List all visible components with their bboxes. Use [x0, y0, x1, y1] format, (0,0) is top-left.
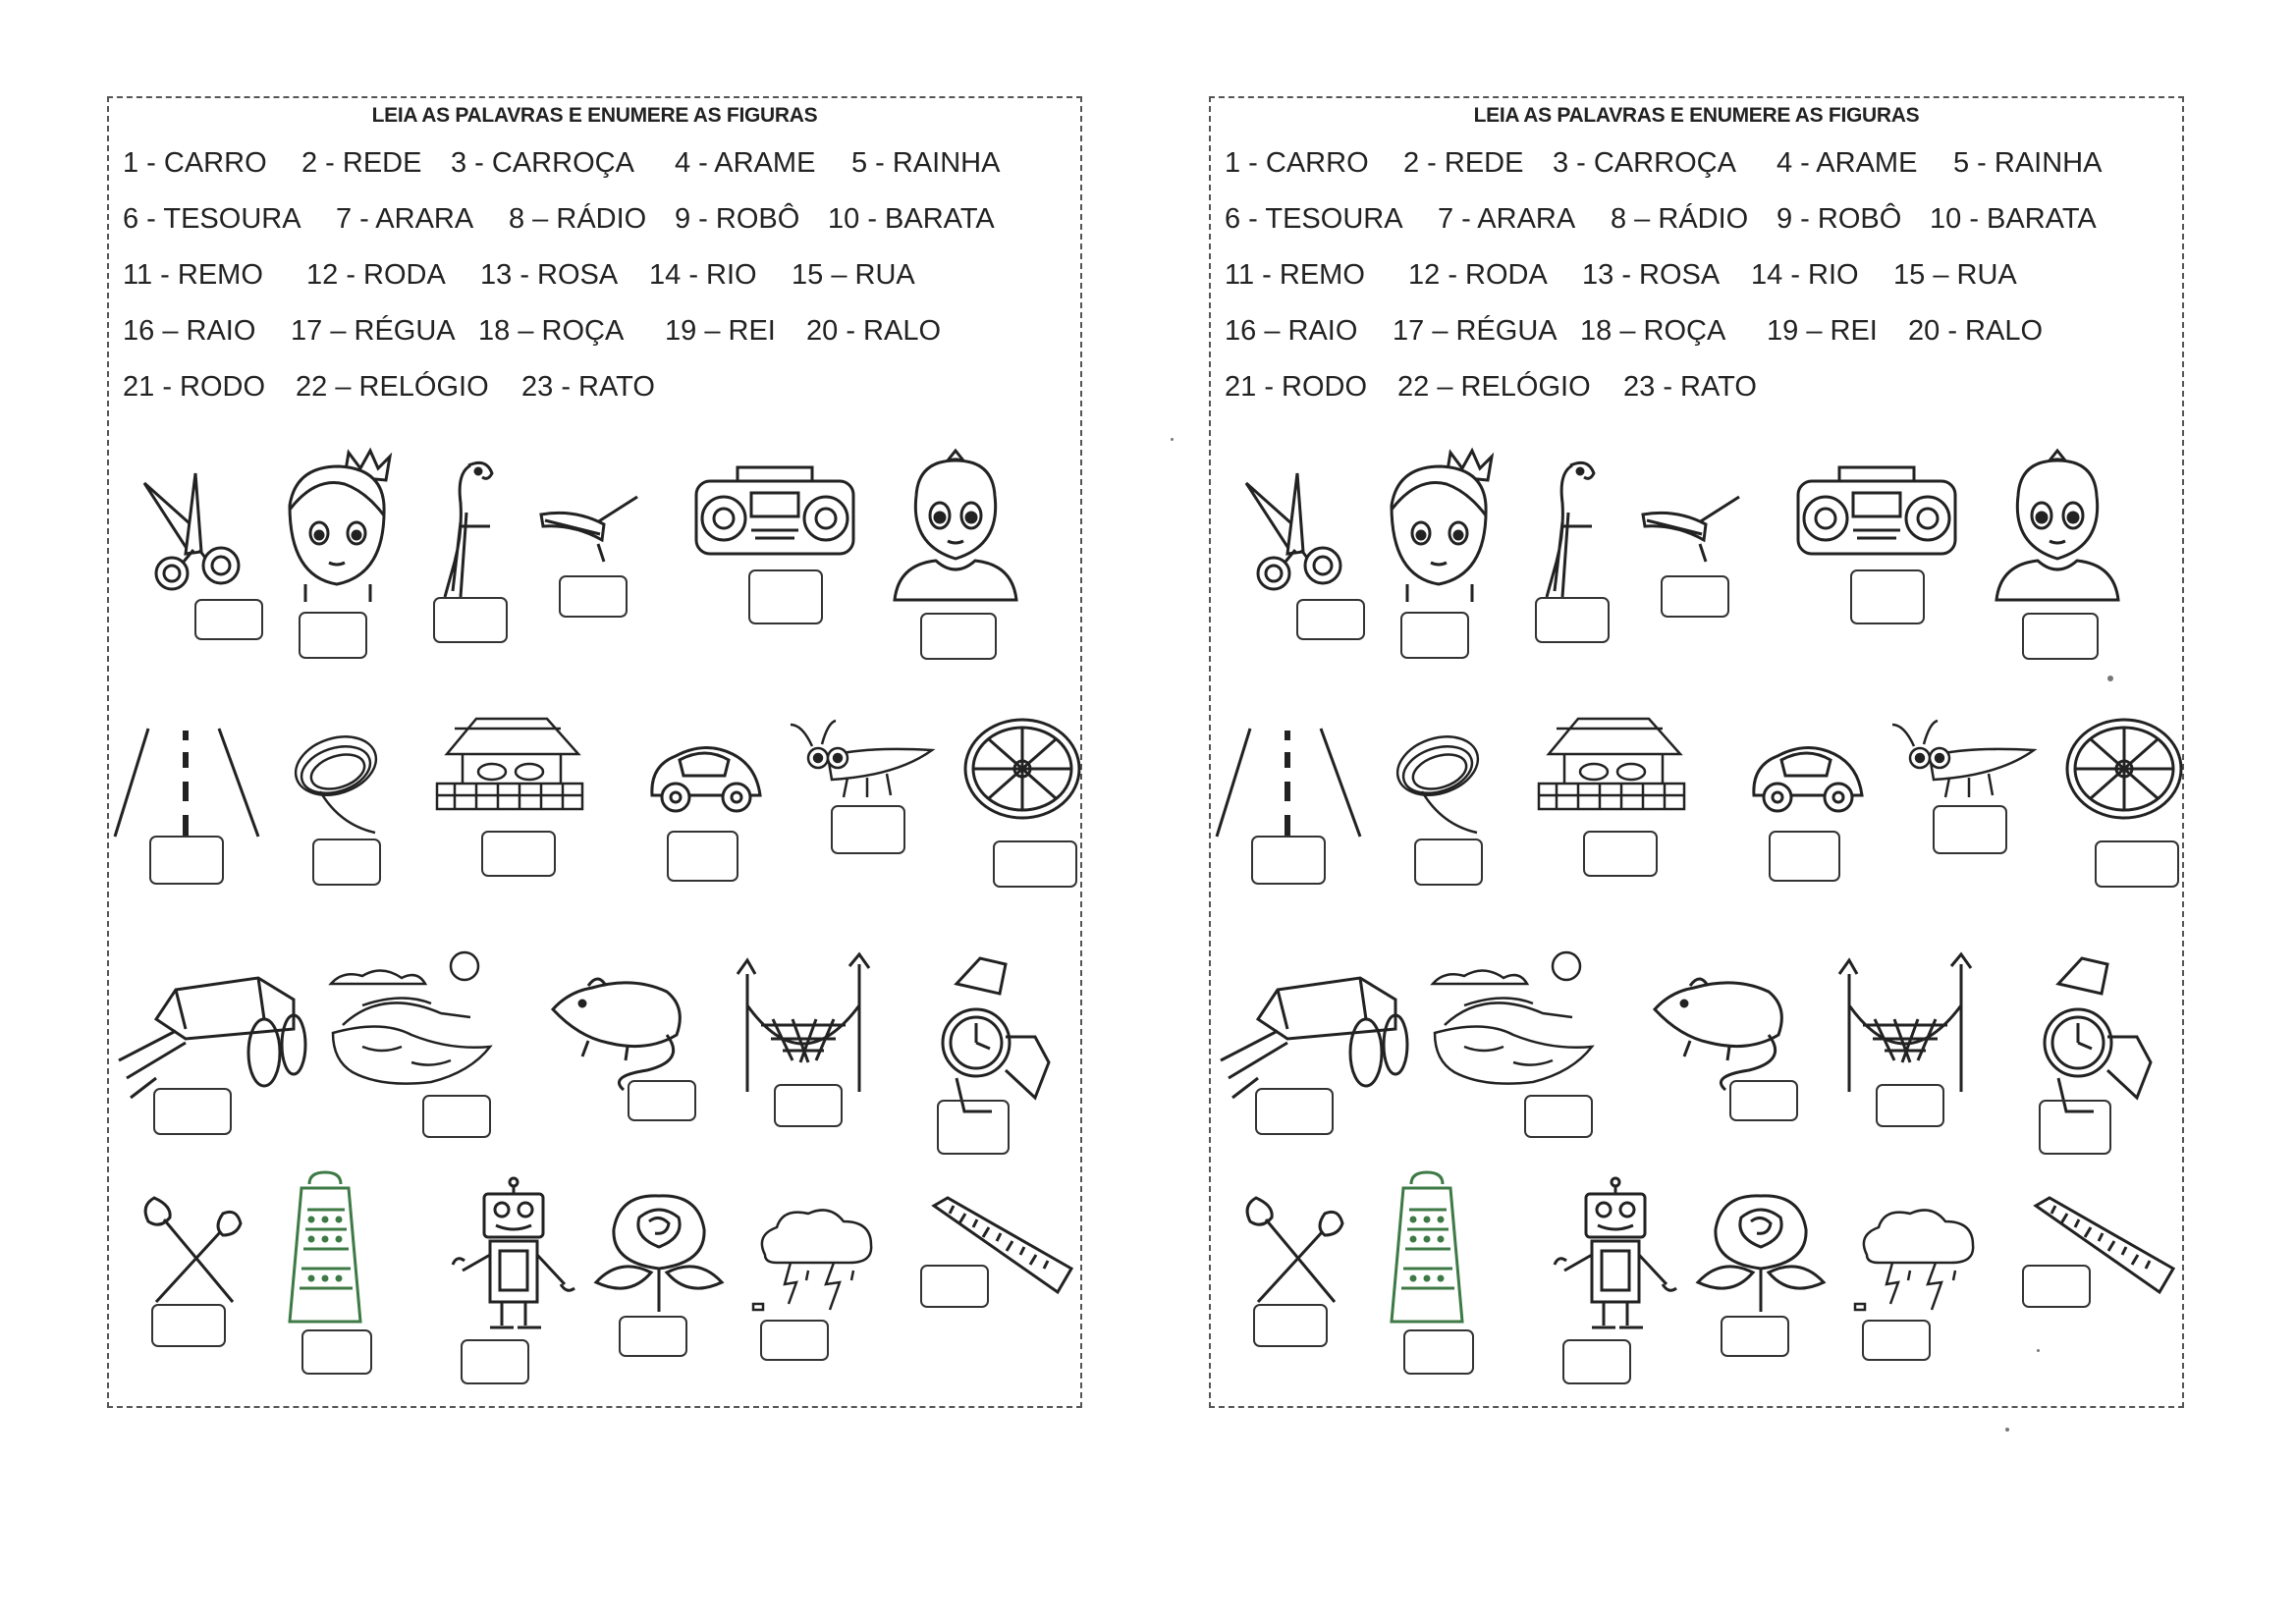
word-row	[123, 203, 1066, 259]
answer-box[interactable]	[937, 1100, 1010, 1155]
answer-box[interactable]	[194, 599, 263, 640]
word-item: 1 - CARRO	[123, 147, 267, 179]
hammock-icon	[734, 954, 873, 1094]
word-item: 12 - RODA	[306, 259, 446, 291]
word-item: 16 – RAIO	[123, 315, 256, 347]
cockroach-icon	[789, 717, 934, 800]
word-list	[123, 147, 1066, 427]
answer-box[interactable]	[667, 831, 738, 882]
grater-icon	[1390, 1170, 1464, 1326]
answer-box[interactable]	[619, 1316, 687, 1357]
answer-box[interactable]	[993, 840, 1077, 888]
answer-box[interactable]	[920, 613, 997, 660]
word-item: 19 – REI	[665, 315, 776, 347]
radio-icon	[692, 460, 857, 558]
storm-cloud-icon	[751, 1202, 879, 1320]
scissors-icon	[138, 463, 246, 601]
road-icon	[113, 727, 260, 839]
radio-icon	[1794, 460, 1959, 558]
worksheet-left	[107, 96, 1082, 1408]
answer-box[interactable]	[1524, 1095, 1593, 1138]
answer-box[interactable]	[1414, 839, 1483, 886]
cart-icon	[1219, 970, 1401, 1103]
word-row	[1225, 147, 2167, 203]
answer-box[interactable]	[433, 597, 508, 643]
word-item: 13 - ROSA	[480, 259, 619, 291]
answer-box[interactable]	[422, 1095, 491, 1138]
word-row	[1225, 259, 2167, 315]
word-item: 7 - ARARA	[1438, 203, 1576, 235]
hammock-icon	[1835, 954, 1975, 1094]
answer-box[interactable]	[920, 1265, 989, 1308]
word-item: 22 – RELÓGIO	[1397, 371, 1591, 403]
word-item: 9 - ROBÔ	[675, 203, 800, 235]
word-item: 20 - RALO	[1908, 315, 2043, 347]
answer-box[interactable]	[2022, 1265, 2091, 1308]
wire-coil-icon	[1393, 727, 1483, 839]
word-list	[1225, 147, 2167, 427]
car-icon	[1748, 736, 1866, 815]
answer-box[interactable]	[1661, 575, 1729, 618]
word-row	[123, 147, 1066, 203]
word-item: 15 – RUA	[792, 259, 915, 291]
oars-icon	[1240, 1188, 1348, 1304]
answer-box[interactable]	[760, 1320, 829, 1361]
answer-box[interactable]	[831, 805, 905, 854]
wire-coil-icon	[291, 727, 381, 839]
word-item: 22 – RELÓGIO	[296, 371, 489, 403]
answer-box[interactable]	[1255, 1088, 1334, 1135]
macaw-icon	[1533, 454, 1604, 599]
watch-icon	[937, 954, 1051, 1121]
answer-box[interactable]	[1562, 1339, 1631, 1384]
word-item: 18 – ROÇA	[478, 315, 625, 347]
answer-box[interactable]	[461, 1339, 529, 1384]
scan-speck	[2005, 1428, 2009, 1432]
word-item: 6 - TESOURA	[123, 203, 301, 235]
macaw-icon	[431, 454, 502, 599]
word-item: 18 – ROÇA	[1580, 315, 1726, 347]
word-item: 4 - ARAME	[1777, 147, 1918, 179]
road-icon	[1215, 727, 1362, 839]
scan-speck	[1171, 438, 1174, 441]
word-item: 14 - RIO	[649, 259, 757, 291]
robot-icon	[1545, 1176, 1686, 1335]
word-item: 11 - REMO	[1225, 259, 1365, 291]
queen-icon	[891, 447, 1020, 602]
word-item: 17 – RÉGUA	[1393, 315, 1558, 347]
farm-icon	[1535, 715, 1688, 813]
farm-icon	[433, 715, 586, 813]
squeegee-icon	[535, 491, 641, 565]
word-row	[123, 259, 1066, 315]
oars-icon	[138, 1188, 246, 1304]
answer-box[interactable]	[1933, 805, 2007, 854]
word-item: 14 - RIO	[1751, 259, 1859, 291]
wheel-icon	[959, 715, 1085, 823]
word-item: 10 - BARATA	[1930, 203, 2097, 235]
answer-box[interactable]	[628, 1080, 696, 1121]
answer-box[interactable]	[2022, 613, 2099, 660]
watch-icon	[2039, 954, 2153, 1121]
rat-icon	[1651, 962, 1793, 1092]
word-item: 2 - REDE	[1403, 147, 1524, 179]
answer-box[interactable]	[149, 836, 224, 885]
queen-icon	[1993, 447, 2122, 602]
word-item: 15 – RUA	[1893, 259, 2017, 291]
word-item: 19 – REI	[1767, 315, 1878, 347]
word-item: 12 - RODA	[1408, 259, 1548, 291]
word-item: 13 - ROSA	[1582, 259, 1721, 291]
word-item: 11 - REMO	[123, 259, 263, 291]
king-boy-icon	[1378, 447, 1501, 602]
scissors-icon	[1240, 463, 1348, 601]
answer-box[interactable]	[774, 1084, 843, 1127]
word-item: 3 - CARROÇA	[1553, 147, 1736, 179]
word-item: 20 - RALO	[806, 315, 941, 347]
word-item: 8 – RÁDIO	[1611, 203, 1749, 235]
word-item: 5 - RAINHA	[851, 147, 1001, 179]
word-row	[1225, 203, 2167, 259]
answer-box[interactable]	[153, 1088, 232, 1135]
word-item: 4 - ARAME	[675, 147, 816, 179]
scan-speck	[2107, 676, 2113, 681]
answer-box[interactable]	[559, 575, 628, 618]
answer-box[interactable]	[481, 831, 556, 877]
answer-box[interactable]	[1583, 831, 1658, 877]
answer-box[interactable]	[748, 569, 823, 624]
river-icon	[323, 945, 496, 1092]
answer-box[interactable]	[299, 612, 367, 659]
word-item: 23 - RATO	[521, 371, 655, 403]
wheel-icon	[2061, 715, 2187, 823]
cockroach-icon	[1890, 717, 2036, 800]
answer-box[interactable]	[1296, 599, 1365, 640]
word-row	[123, 315, 1066, 371]
word-item: 3 - CARROÇA	[451, 147, 634, 179]
word-item: 9 - ROBÔ	[1777, 203, 1902, 235]
answer-box[interactable]	[1253, 1304, 1328, 1347]
word-item: 1 - CARRO	[1225, 147, 1369, 179]
answer-box[interactable]	[1876, 1084, 1944, 1127]
answer-box[interactable]	[1862, 1320, 1931, 1361]
word-item: 23 - RATO	[1623, 371, 1757, 403]
word-row	[1225, 371, 2167, 427]
answer-box[interactable]	[1769, 831, 1840, 882]
rat-icon	[549, 962, 691, 1092]
answer-box[interactable]	[1850, 569, 1925, 624]
answer-box[interactable]	[1721, 1316, 1789, 1357]
answer-box[interactable]	[312, 839, 381, 886]
word-item: 5 - RAINHA	[1953, 147, 2103, 179]
scan-speck	[2037, 1349, 2040, 1352]
word-item: 17 – RÉGUA	[291, 315, 456, 347]
answer-box[interactable]	[1729, 1080, 1798, 1121]
word-row	[1225, 315, 2167, 371]
word-item: 21 - RODO	[1225, 371, 1368, 403]
word-item: 21 - RODO	[123, 371, 266, 403]
answer-box[interactable]	[1403, 1329, 1474, 1375]
grater-icon	[288, 1170, 362, 1326]
storm-cloud-icon	[1853, 1202, 1981, 1320]
worksheet-title: LEIA AS PALAVRAS E ENUMERE AS FIGURAS	[371, 104, 818, 127]
word-row	[123, 371, 1066, 427]
car-icon	[646, 736, 764, 815]
squeegee-icon	[1637, 491, 1743, 565]
worksheet-title: LEIA AS PALAVRAS E ENUMERE AS FIGURAS	[1473, 104, 1920, 127]
king-boy-icon	[276, 447, 399, 602]
answer-box[interactable]	[2095, 840, 2179, 888]
rose-icon	[590, 1188, 728, 1314]
answer-box[interactable]	[1251, 836, 1326, 885]
answer-box[interactable]	[1535, 597, 1610, 643]
worksheet-right	[1209, 96, 2184, 1408]
answer-box[interactable]	[2039, 1100, 2111, 1155]
rose-icon	[1692, 1188, 1830, 1314]
word-item: 16 – RAIO	[1225, 315, 1358, 347]
answer-box[interactable]	[151, 1304, 226, 1347]
word-item: 8 – RÁDIO	[509, 203, 647, 235]
word-item: 7 - ARARA	[336, 203, 474, 235]
word-item: 6 - TESOURA	[1225, 203, 1403, 235]
robot-icon	[443, 1176, 584, 1335]
word-item: 10 - BARATA	[828, 203, 995, 235]
answer-box[interactable]	[1400, 612, 1469, 659]
cart-icon	[117, 970, 300, 1103]
river-icon	[1425, 945, 1598, 1092]
answer-box[interactable]	[301, 1329, 372, 1375]
word-item: 2 - REDE	[301, 147, 422, 179]
